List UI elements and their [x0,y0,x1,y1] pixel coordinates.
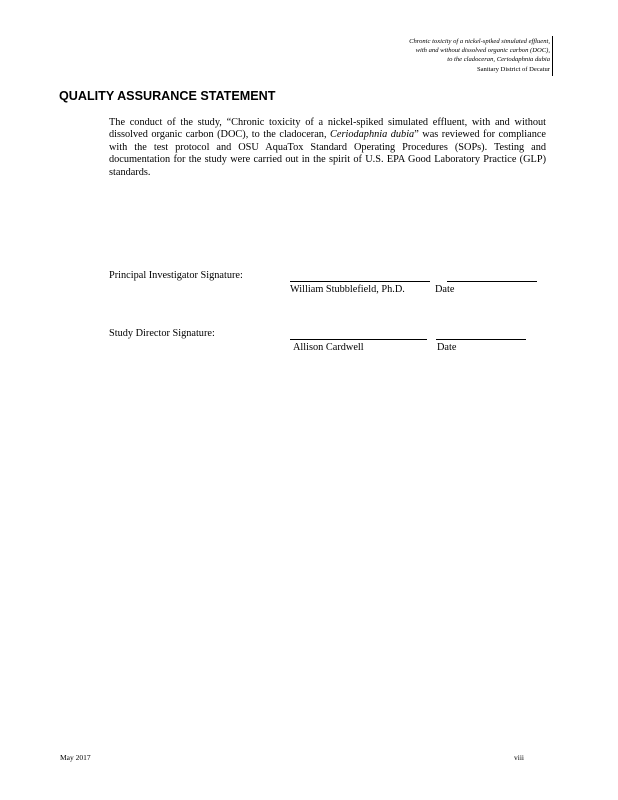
principal-investigator-date-line [447,281,537,282]
qa-statement-paragraph [109,117,546,179]
paragraph-text-part-2: ” was reviewed for compliance with the test protocol and OSU AquaTox Standard Operating Procedures (SOPs). Testing and documentation for the study were carried out in the spirit of U.S. EPA Good Laboratory Practice (GLP) standards. [109,129,547,178]
principal-investigator-signature-line [290,281,430,282]
footer-page-number: viii [514,753,525,762]
species-name: Ceriodaphnia dubia [330,129,415,141]
principal-investigator-signature-label: Principal Investigator Signature: [109,270,243,281]
principal-investigator-name: William Stubblefield, Ph.D. [290,284,405,295]
study-director-signature-line [290,339,427,340]
study-director-name: Allison Cardwell [293,342,364,353]
study-director-date-line [436,339,526,340]
running-header-line-3: to the cladoceran, Ceriodaphnia dubia [447,56,550,63]
principal-investigator-date-label: Date [435,284,455,295]
header-vertical-rule [552,36,553,76]
study-director-date-label: Date [437,342,457,353]
page-title: QUALITY ASSURANCE STATEMENT [59,89,276,103]
paragraph-text-part-1: The conduct of the study, “Chronic toxicity of a nickel-spiked simulated effluent, with and without dissolved organic carbon (DOC), to the cladoceran, [109,117,546,141]
running-header [409,37,550,74]
running-header-line-2: with and without dissolved organic carbon (DOC), [415,47,550,54]
running-header-line-1: Chronic toxicity of a nickel-spiked simulated effluent, [409,38,550,45]
running-header-organization: Sanitary District of Decatur [476,66,550,73]
study-director-signature-label: Study Director Signature: [109,328,215,339]
footer-date: May 2017 [60,753,91,762]
